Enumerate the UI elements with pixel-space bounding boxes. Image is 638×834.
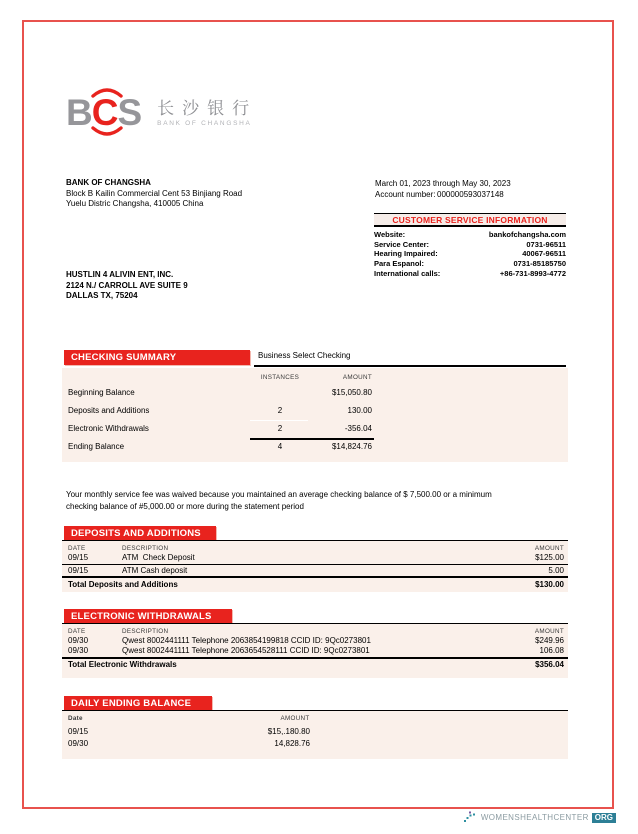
bank-name-english: BANK OF CHANGSHA [157, 120, 252, 128]
table-row-date: 09/30 [68, 739, 89, 748]
watermark-site-name: WOMENSHEALTHCENTER [480, 813, 589, 822]
bank-address-line1: Block B Kailin Commercial Cent 53 Binjiang Road [66, 188, 243, 198]
summary-row-amount: 130.00 [347, 406, 372, 415]
bank-logo [66, 94, 257, 131]
customer-service-row [374, 230, 566, 240]
col-amount: AMOUNT [342, 374, 372, 381]
table-row-description: Qwest 8002441111 Telephone 2063854199818 CCID ID: 9Qc0273801 [122, 636, 371, 645]
bcs-wordmark [66, 94, 141, 131]
logo-letter-b: B [66, 92, 92, 133]
table-row-amount: $249.96 [535, 636, 564, 645]
cs-value: 40067-96511 [522, 249, 566, 259]
daily-balance-table [62, 711, 568, 759]
account-number-value: 000000593037148 [437, 189, 504, 199]
logo-names [157, 100, 257, 128]
table-row-date: 09/30 [68, 646, 89, 655]
table-row-amount: $125.00 [535, 553, 564, 562]
table-row-amount: 14,828.76 [274, 739, 310, 748]
row-rule [62, 564, 568, 565]
summary-row-instances: 2 [277, 424, 283, 433]
watermark-site-tld: ORG [592, 813, 616, 823]
cs-label: International calls: [374, 268, 441, 278]
statement-period: March 01, 2023 through May 30, 2023 [375, 179, 511, 188]
summary-row-instances: 2 [277, 406, 283, 415]
col-amount: AMOUNT [280, 715, 310, 722]
deposits-total-amount: $130.00 [535, 580, 564, 589]
watermark-dots-icon [463, 811, 478, 824]
bank-address [66, 178, 242, 210]
summary-row-instances: 4 [277, 442, 283, 451]
summary-row-label: Ending Balance [68, 442, 125, 451]
cs-label: Hearing Impaired: [374, 249, 438, 259]
summary-row-label: Electronic Withdrawals [68, 424, 149, 433]
checking-summary-header: CHECKING SUMMARY [64, 350, 250, 365]
cs-value: +86-731-8993-4772 [499, 268, 566, 278]
deposits-table [62, 541, 568, 592]
table-row-amount: 5.00 [548, 566, 564, 575]
recipient-line3: DALLAS TX, 75204 [66, 291, 138, 300]
customer-service-title: CUSTOMER SERVICE INFORMATION [374, 213, 566, 227]
table-row-date: 09/30 [68, 636, 89, 645]
deposits-header: DEPOSITS AND ADDITIONS [64, 526, 216, 541]
col-description: DESCRIPTION [122, 545, 169, 552]
daily-balance-header: DAILY ENDING BALANCE [64, 696, 212, 711]
checking-summary-subtitle: Business Select Checking [258, 351, 351, 360]
recipient-line1: HUSTLIN 4 ALIVIN ENT, INC. [66, 270, 174, 279]
col-amount: AMOUNT [534, 545, 564, 552]
summary-row-amount: $14,824.76 [331, 442, 372, 451]
bank-name: BANK OF CHANGSHA [66, 178, 151, 187]
table-row-amount: 106.08 [539, 646, 564, 655]
cs-label: Website: [374, 230, 406, 239]
col-date: DATE [68, 628, 86, 635]
withdrawals-header: ELECTRONIC WITHDRAWALS [64, 609, 232, 624]
withdrawals-table [62, 624, 568, 678]
withdrawals-total-label: Total Electronic Withdrawals [68, 660, 177, 669]
checking-summary-panel [62, 368, 568, 462]
table-row-description: ATM Cash deposit [122, 566, 188, 575]
customer-service-row [374, 269, 566, 279]
total-rule [62, 657, 568, 659]
col-date: Date [68, 715, 83, 722]
col-instances: INSTANCES [260, 374, 300, 381]
cs-value: 0731-96511 [526, 239, 566, 249]
customer-service-rows [374, 227, 566, 279]
customer-service-row [374, 259, 566, 269]
deposits-total-label: Total Deposits and Additions [68, 580, 178, 589]
col-date: DATE [68, 545, 86, 552]
recipient-line2: 2124 N./ CARROLL AVE SUITE 9 [66, 280, 188, 290]
customer-service-row [374, 240, 566, 250]
account-number-row [375, 190, 567, 201]
row-separator [250, 420, 308, 421]
customer-service-row [374, 249, 566, 259]
service-fee-note: Your monthly service fee was waived because you maintained an average checking balance of $ 7,500.00 or a minimum checking balance of #5,000.00 or more during the statement period [66, 490, 492, 511]
statement-info [375, 179, 567, 200]
table-row-amount: $15,.180.80 [267, 727, 310, 736]
summary-row-amount: -356.04 [344, 424, 372, 433]
total-rule [250, 438, 374, 440]
col-amount: AMOUNT [534, 628, 564, 635]
account-number-label: Account number: [375, 189, 436, 199]
logo-letter-c-wrap [92, 94, 118, 131]
table-row-description: Qwest 8002441111 Telephone 2063654528111 CCID ID: 9Qc0273801 [122, 646, 370, 655]
col-description: DESCRIPTION [122, 628, 169, 635]
logo-letter-s: S [117, 92, 142, 133]
summary-row-amount: $15,050.80 [331, 388, 372, 397]
cs-value: 0731-85185750 [513, 259, 566, 269]
total-rule [62, 576, 568, 578]
recipient-address [66, 270, 188, 302]
table-row-date: 09/15 [68, 727, 89, 736]
summary-row-label: Beginning Balance [68, 388, 135, 397]
bank-address-line2: Yuelu Distric Changsha, 410005 China [66, 199, 204, 208]
footer-watermark [463, 811, 616, 824]
customer-service-box [374, 213, 566, 279]
summary-row-label: Deposits and Additions [68, 406, 150, 415]
table-row-date: 09/15 [68, 553, 89, 562]
cs-label: Para Espanol: [374, 259, 425, 269]
cs-value: bankofchangsha.com [488, 230, 566, 239]
subtitle-underline [254, 365, 566, 367]
bank-name-chinese: 长沙银行 [157, 98, 258, 118]
logo-letter-c: C [91, 92, 118, 133]
withdrawals-total-amount: $356.04 [535, 660, 564, 669]
cs-label: Service Center: [374, 239, 430, 249]
table-row-date: 09/15 [68, 566, 89, 575]
table-row-description: ATM Check Deposit [122, 553, 195, 562]
